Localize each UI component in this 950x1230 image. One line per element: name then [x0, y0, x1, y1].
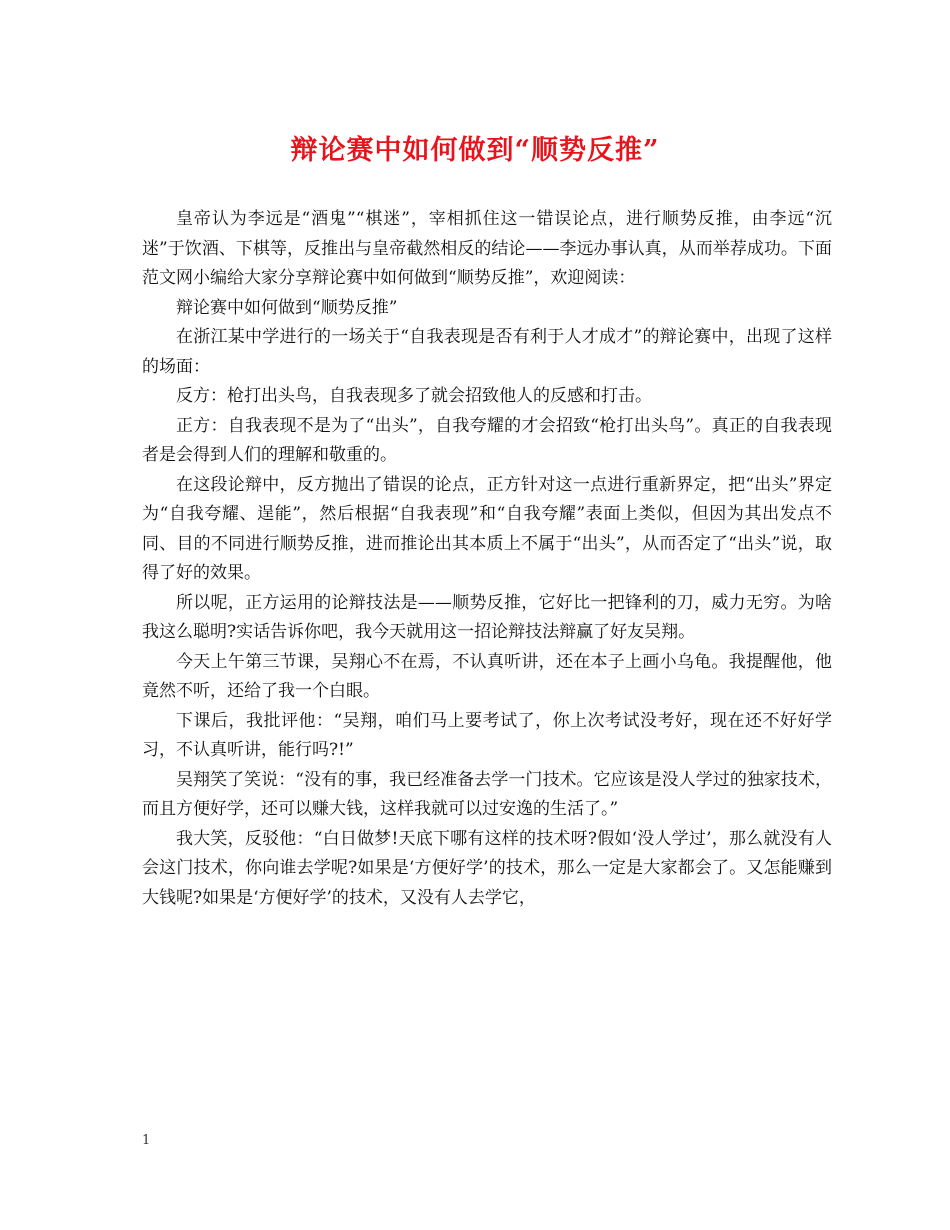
paragraph: 吴翔笑了笑说：“没有的事，我已经准备去学一门技术。它应该是没人学过的独家技术，而且方便好学，还可以赚大钱，这样我就可以过安逸的生活了。” — [142, 769, 832, 819]
page-number: 1 — [142, 1133, 151, 1148]
paragraph: 皇帝认为李远是“酒鬼”“棋迷”，宰相抓住这一错误论点，进行顺势反推，由李远“沉迷”于饮酒、下棋等，反推出与皇帝截然相反的结论——李远办事认真，从而举荐成功。下面范文网小编给大家分享辩论赛中如何做到“顺势反推”，欢迎阅读： — [142, 209, 832, 288]
paragraph: 下课后，我批评他：“吴翔，咱们马上要考试了，你上次考试没考好，现在还不好好学习，不认真听讲，能行吗?!” — [142, 710, 832, 760]
paragraph: 我大笑，反驳他：“白日做梦!天底下哪有这样的技术呀?假如‘没人学过’，那么就没有人会这门技术，你向谁去学呢?如果是‘方便好学’的技术，那么一定是大家都会了。又怎能赚到大钱呢?如果是‘方便好学’的技术，又没有人去学它， — [142, 828, 832, 908]
paragraph: 在这段论辩中，反方抛出了错误的论点，正方针对这一点进行重新界定，把“出头”界定为“自我夸耀、逞能”，然后根据“自我表现”和“自我夸耀”表面上类似，但因为其出发点不同、目的不同进行顺势反推，进而推论出其本质上不属于“出头”，从而否定了“出头”说，取得了好的效果。 — [142, 474, 832, 583]
paragraph: 所以呢，正方运用的论辩技法是——顺势反推，它好比一把锋利的刀，威力无穷。为啥我这么聪明?实话告诉你吧，我今天就用这一招论辩技法辩赢了好友吴翔。 — [142, 592, 832, 642]
document-body — [142, 205, 832, 913]
paragraph: 辩论赛中如何做到“顺势反推” — [176, 297, 398, 318]
document-title: 辩论赛中如何做到“顺势反推” — [290, 135, 660, 166]
paragraph: 今天上午第三节课，吴翔心不在焉，不认真听讲，还在本子上画小乌龟。我提醒他，他竟然不听，还给了我一个白眼。 — [142, 651, 832, 701]
paragraph: 在浙江某中学进行的一场关于“自我表现是否有利于人才成才”的辩论赛中，出现了这样的场面： — [142, 327, 832, 377]
paragraph: 反方：枪打出头鸟，自我表现多了就会招致他人的反感和打击。 — [176, 386, 652, 406]
paragraph: 正方：自我表现不是为了“出头”，自我夸耀的才会招致“枪打出头鸟”。真正的自我表现者是会得到人们的理解和敬重的。 — [142, 415, 832, 465]
